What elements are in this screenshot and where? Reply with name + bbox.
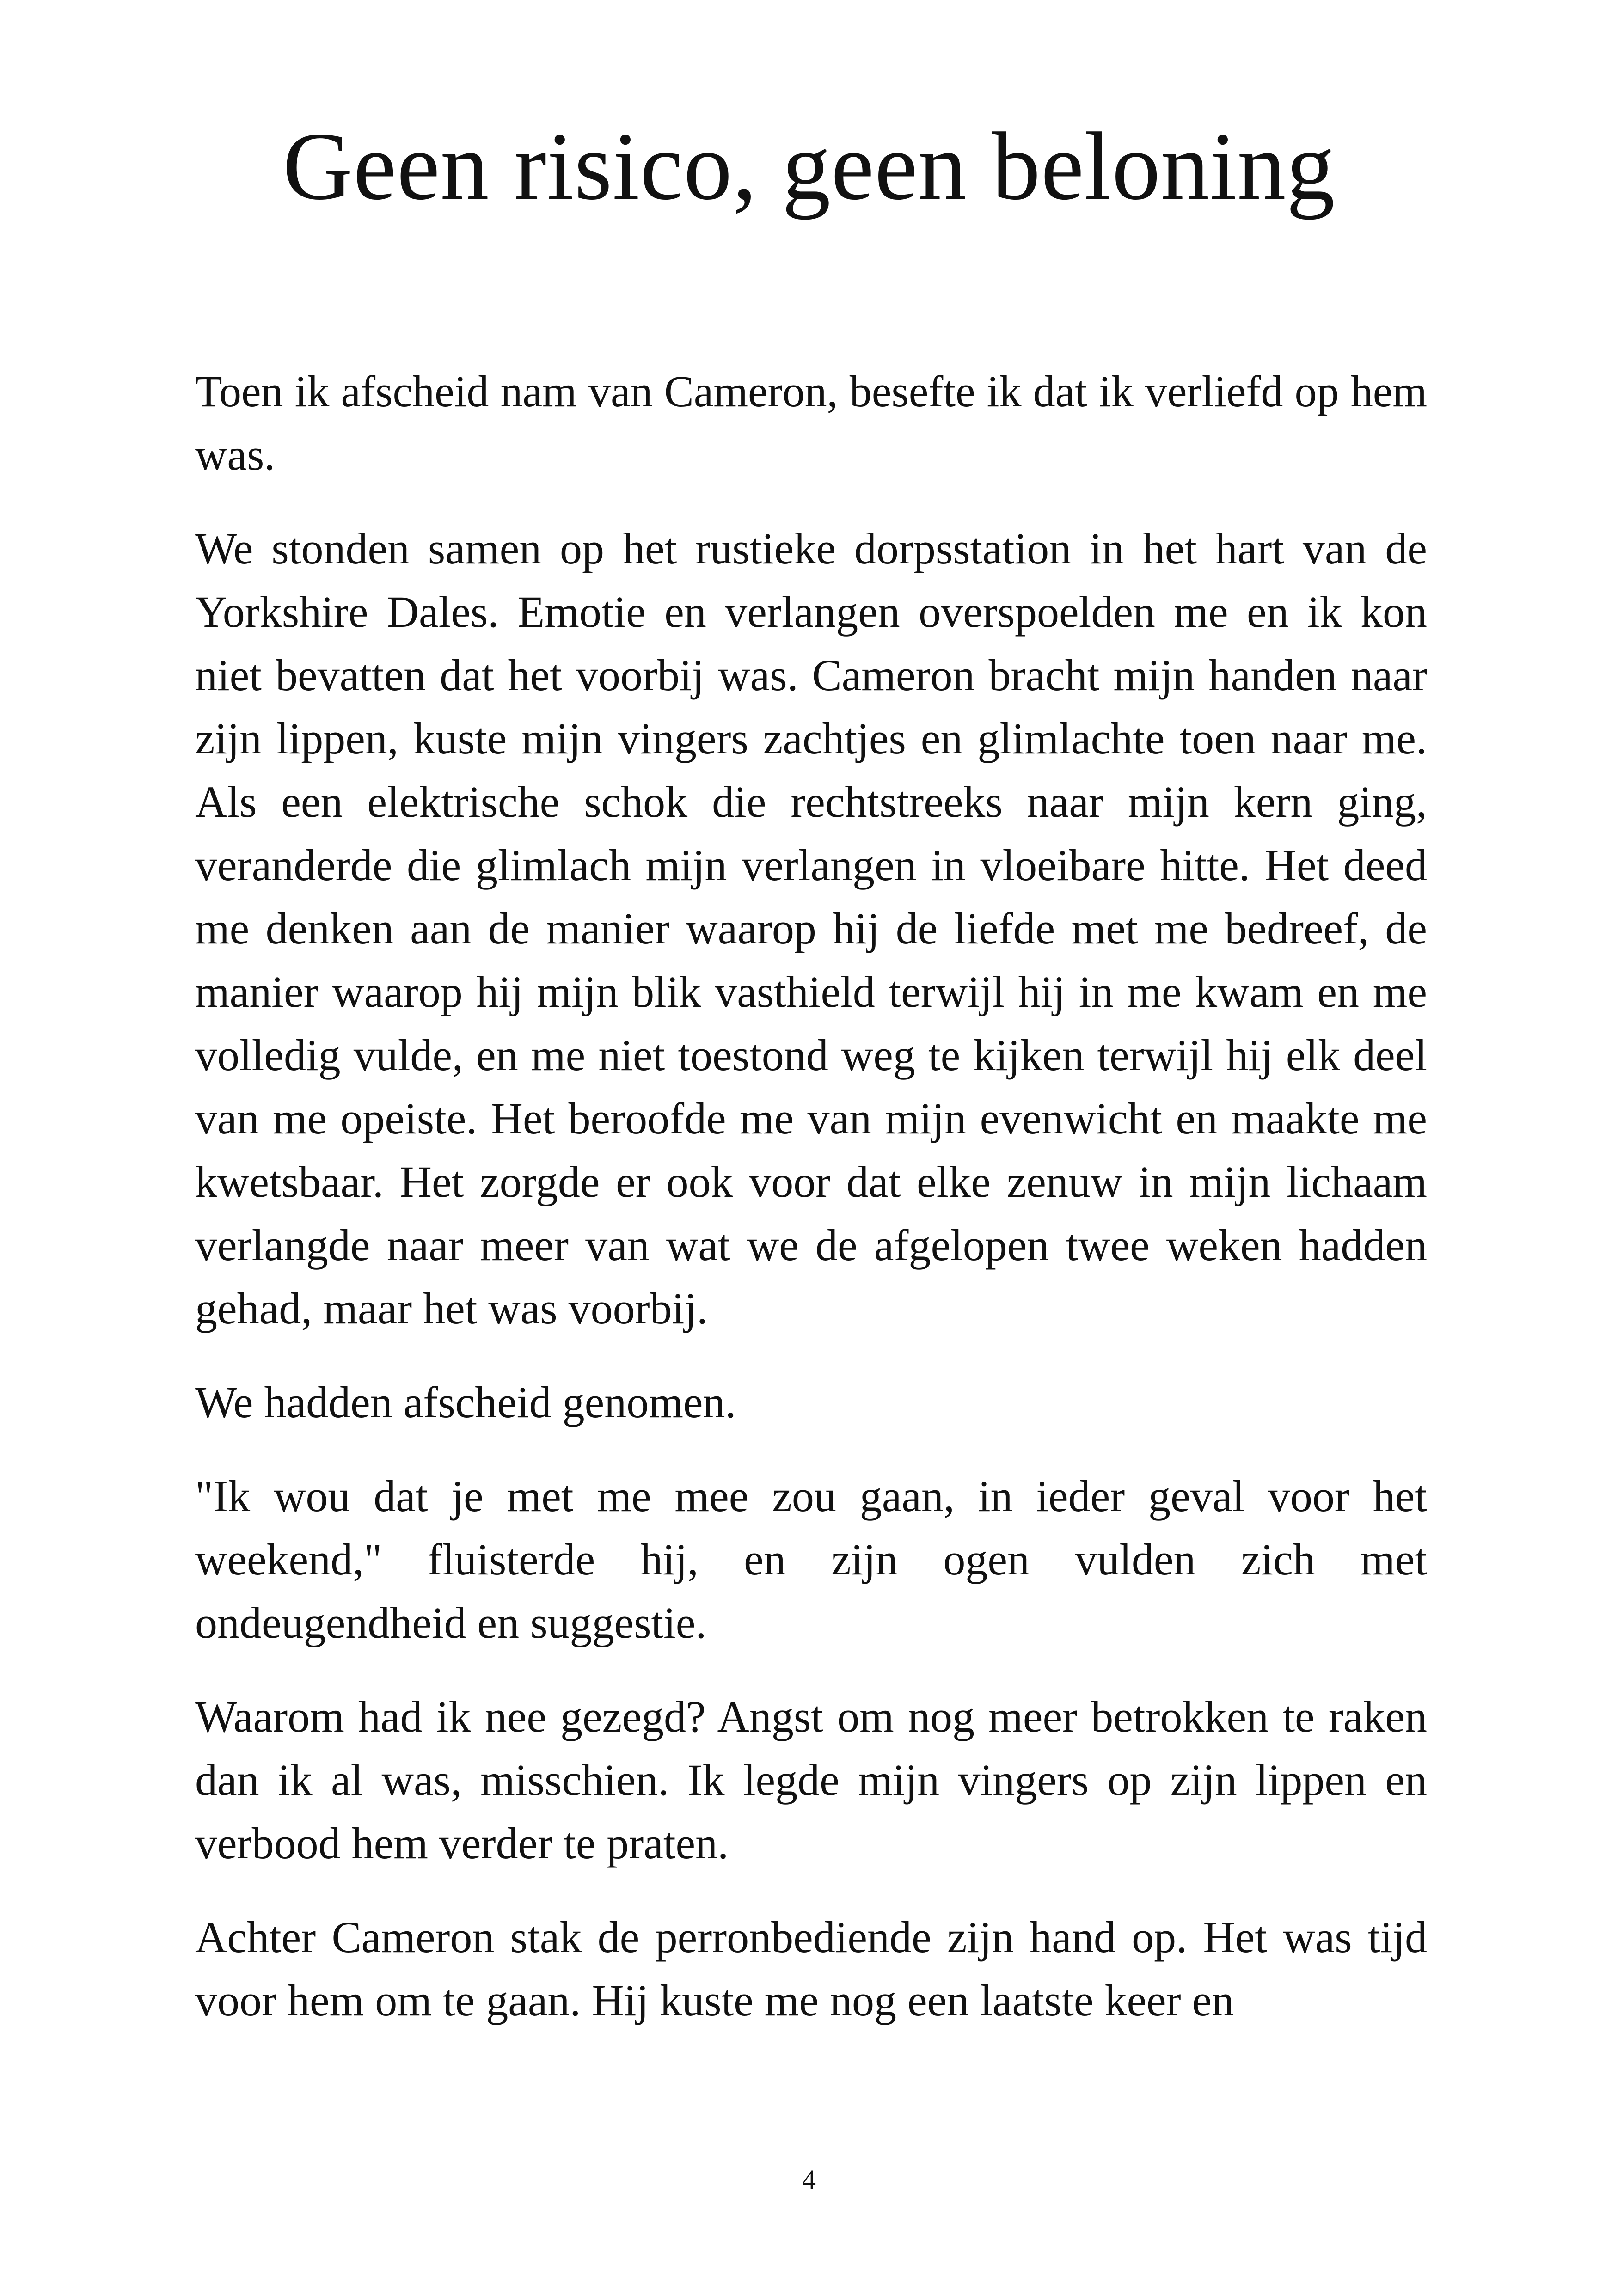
chapter-title: Geen risico, geen beloning	[282, 113, 1336, 220]
paragraph: Achter Cameron stak de perronbediende zijn hand op. Het was tijd voor hem om te gaan. Hij kuste me nog een laatste keer en	[195, 1912, 1427, 2025]
paragraph: We hadden afscheid genomen.	[195, 1378, 736, 1427]
chapter-body	[195, 360, 1427, 2063]
paragraph: Waarom had ik nee gezegd? Angst om nog meer betrokken te raken dan ik al was, misschien. Ik legde mijn vingers op zijn lippen en verbood hem verder te praten.	[195, 1692, 1427, 1868]
paragraph: We stonden samen op het rustieke dorpsstation in het hart van de Yorkshire Dales. Emotie en verlangen overspoelden me en ik kon niet bevatten dat het voorbij was. Cameron bracht mijn handen naar zijn lippen, kuste mijn vingers zachtjes en glimlachte toen naar me. Als een elektrische schok die rechtstreeks naar mijn kern ging, veranderde die glimlach mijn verlangen in vloeibare hitte. Het deed me denken aan de manier waarop hij de liefde met me bedreef, de manier waarop hij mijn blik vasthield terwijl hij in me kwam en me volledig vulde, en me niet toestond weg te kijken terwijl hij elk deel van me opeiste. Het beroofde me van mijn evenwicht en maakte me kwetsbaar. Het zorgde er ook voor dat elke zenuw in mijn lichaam verlangde naar meer van wat we de afgelopen twee weken hadden gehad, maar het was voorbij.	[195, 524, 1427, 1333]
paragraph: "Ik wou dat je met me mee zou gaan, in ieder geval voor het weekend," fluisterde hij, en zijn ogen vulden zich met ondeugendheid en suggestie.	[195, 1471, 1427, 1647]
page-number: 4	[802, 2164, 816, 2195]
paragraph: Toen ik afscheid nam van Cameron, besefte ik dat ik verliefd op hem was.	[195, 367, 1427, 479]
